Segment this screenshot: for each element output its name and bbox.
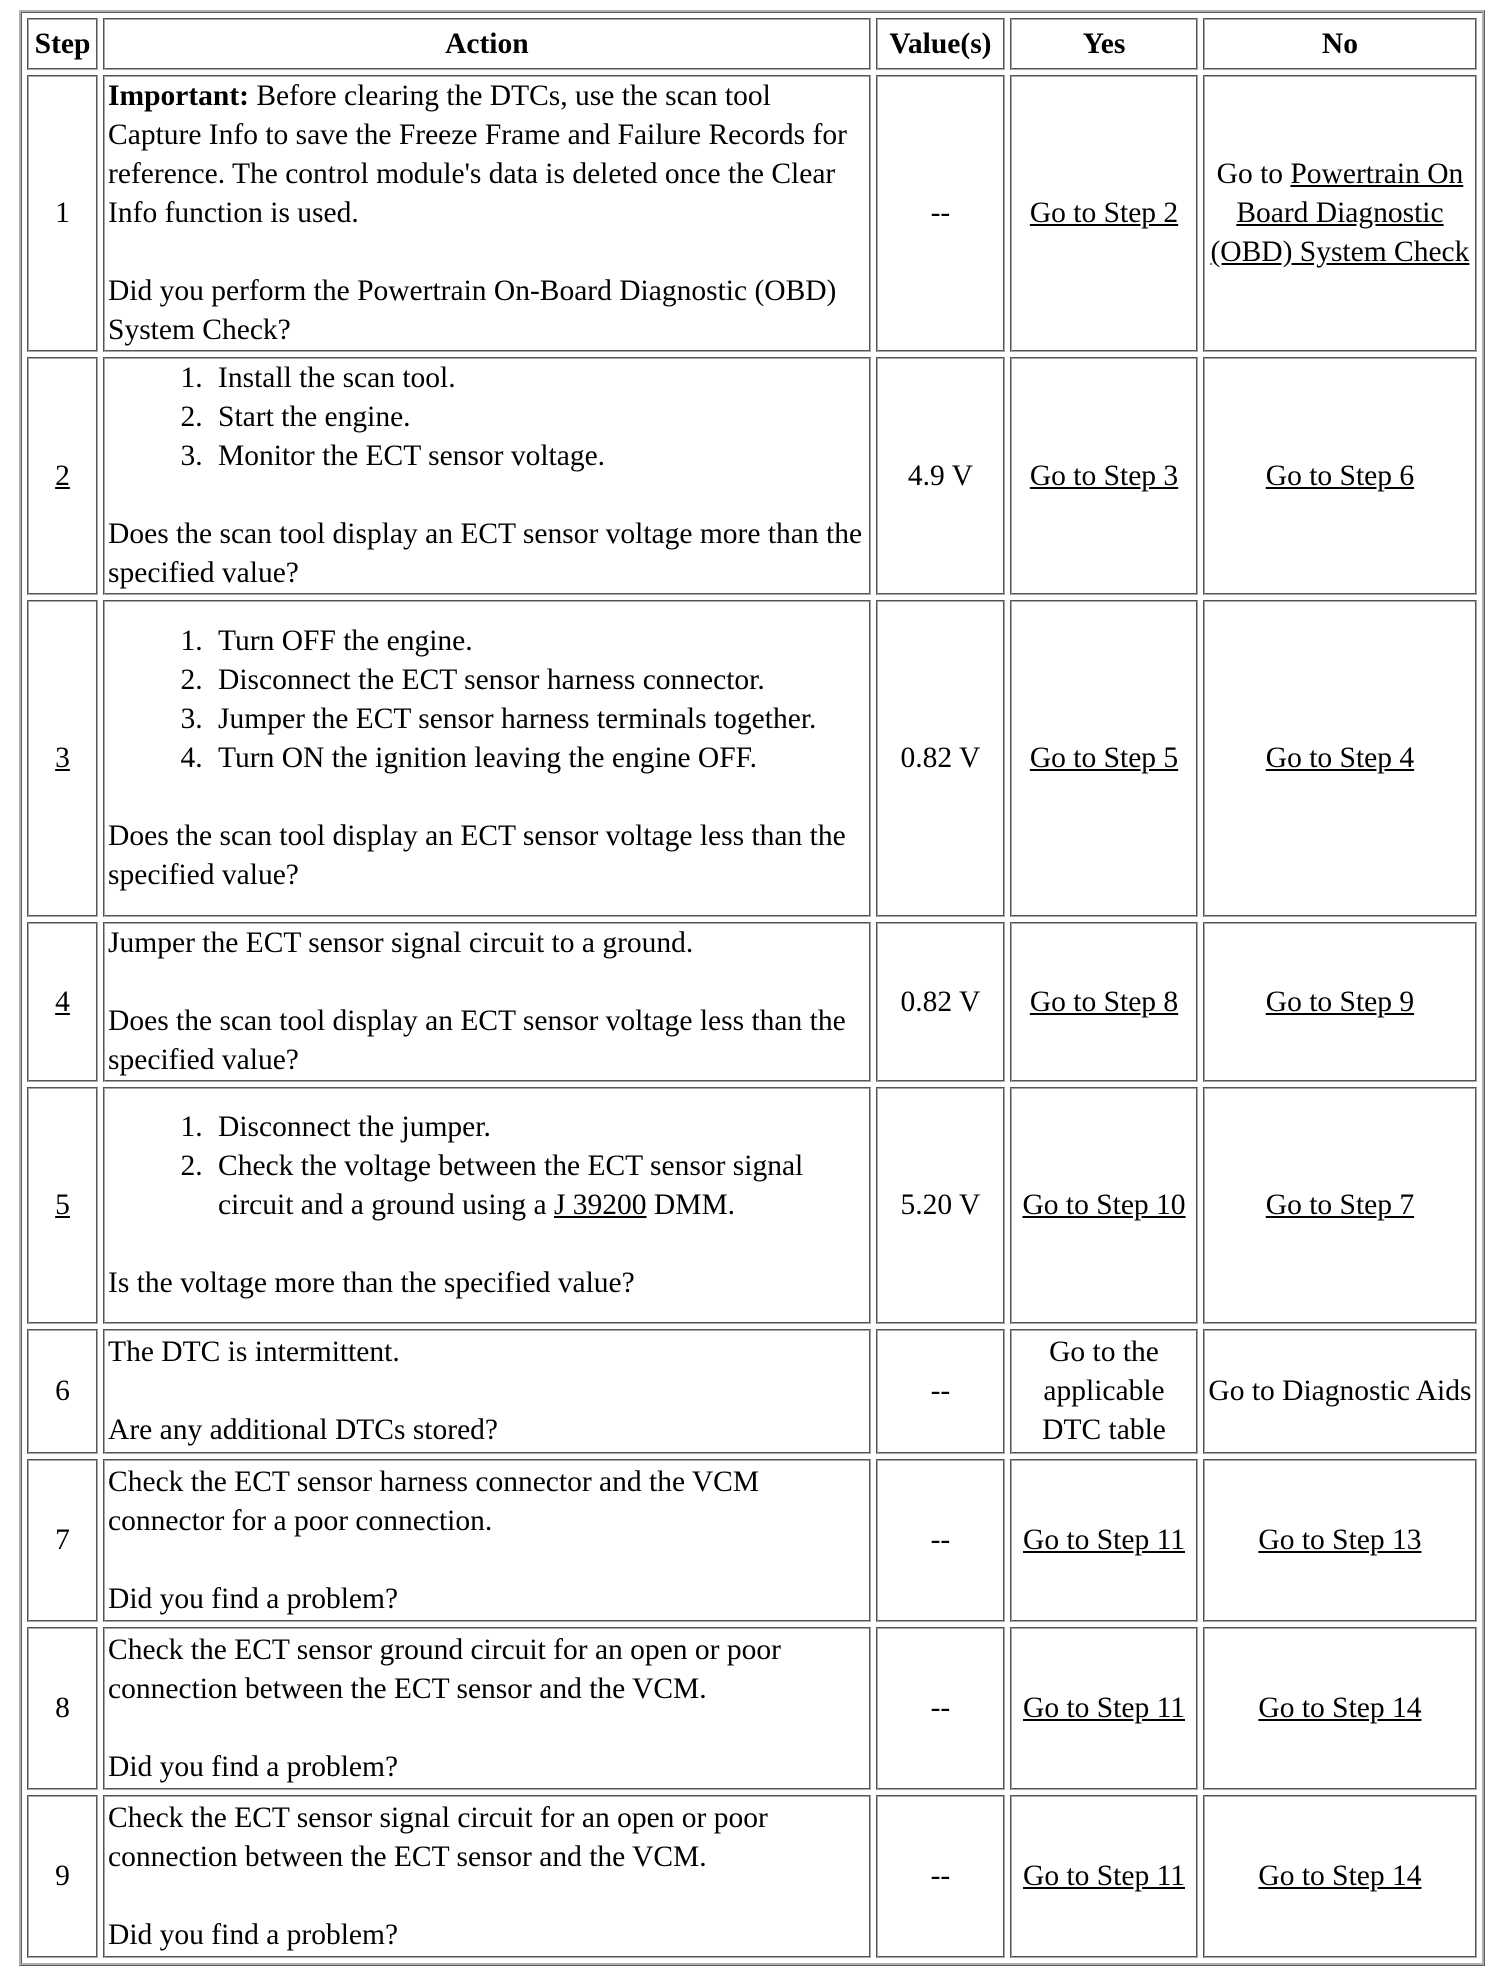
- tool-link[interactable]: J 39200: [553, 1189, 647, 1221]
- step-number: 1: [27, 75, 98, 352]
- header-row: [27, 18, 1477, 70]
- no-cell: [1203, 357, 1477, 595]
- question-text: Did you find a problem?: [108, 1750, 399, 1783]
- step-number-cell: [27, 357, 98, 595]
- step-number: 9: [27, 1795, 98, 1958]
- value-cell: --: [876, 1627, 1005, 1790]
- question-text: Did you find a problem?: [108, 1582, 399, 1615]
- step-link[interactable]: 5: [55, 1189, 70, 1221]
- step-link[interactable]: 4: [55, 985, 70, 1018]
- yes-link[interactable]: Go to Step 2: [1029, 197, 1179, 229]
- list-item: [210, 1147, 866, 1225]
- value-cell: --: [876, 1329, 1005, 1454]
- no-link[interactable]: Go to Step 4: [1265, 742, 1415, 774]
- step-number: 6: [27, 1329, 98, 1454]
- action-list: [108, 359, 866, 476]
- action-cell: [103, 1087, 871, 1324]
- important-note: [108, 77, 866, 233]
- yes-cell: [1010, 1795, 1198, 1958]
- header-yes: Yes: [1010, 18, 1198, 70]
- no-link[interactable]: Go to Step 7: [1265, 1189, 1415, 1221]
- action-text: Check the ECT sensor ground circuit for an open or poor connection between the ECT sensor and the VCM.: [108, 1633, 781, 1705]
- table-row: [27, 922, 1477, 1082]
- action-text: Check the ECT sensor harness connector and the VCM connector for a poor connection.: [108, 1465, 760, 1537]
- action-text: Check the ECT sensor signal circuit for an open or poor connection between the ECT sensor and the VCM.: [108, 1801, 768, 1873]
- yes-cell: [1010, 1459, 1198, 1622]
- action-cell: [103, 1329, 871, 1454]
- no-cell: [1203, 600, 1477, 917]
- yes-link[interactable]: Go to Step 10: [1022, 1189, 1186, 1221]
- important-label: Important:: [108, 80, 249, 112]
- no-cell: [1203, 1795, 1477, 1958]
- table-row: [27, 1795, 1477, 1958]
- no-cell: [1203, 922, 1477, 1082]
- no-link[interactable]: Go to Step 14: [1258, 1692, 1422, 1724]
- value-cell: 4.9 V: [876, 357, 1005, 595]
- yes-cell: [1010, 600, 1198, 917]
- question-text: Does the scan tool display an ECT sensor voltage less than the specified value?: [108, 1005, 846, 1076]
- step-number: 7: [27, 1459, 98, 1622]
- value-cell: --: [876, 1795, 1005, 1958]
- action-cell: [103, 357, 871, 595]
- important-text: Before clearing the DTCs, use the scan tool Capture Info to save the Freeze Frame and Failure Records for reference. The control module's data is deleted once the Clear Info function is used.: [108, 80, 847, 229]
- question-text: Does the scan tool display an ECT sensor voltage more than the specified value?: [108, 518, 863, 589]
- no-cell: [1203, 1087, 1477, 1324]
- question-text: Did you find a problem?: [108, 1918, 399, 1951]
- table-row: [27, 1627, 1477, 1790]
- table-row: [27, 1459, 1477, 1622]
- list-item-text: DMM.: [646, 1189, 736, 1221]
- value-cell: 0.82 V: [876, 600, 1005, 917]
- step-link[interactable]: 3: [55, 742, 70, 774]
- action-cell: [103, 922, 871, 1082]
- yes-cell: [1010, 357, 1198, 595]
- action-text: Jumper the ECT sensor signal circuit to a ground.: [108, 927, 694, 959]
- step-link[interactable]: 2: [55, 459, 70, 492]
- no-cell: [1203, 75, 1477, 352]
- table-row: [27, 600, 1477, 917]
- no-link[interactable]: Go to Step 6: [1265, 459, 1415, 492]
- list-item-text: Check the voltage between the ECT sensor signal circuit and a ground using a: [218, 1150, 804, 1221]
- question-text: Does the scan tool display an ECT sensor voltage less than the specified value?: [108, 820, 846, 891]
- list-item: 3. Monitor the ECT sensor voltage.: [210, 437, 866, 476]
- question-text: Are any additional DTCs stored?: [108, 1414, 498, 1446]
- action-cell: [103, 1795, 871, 1958]
- list-item: 2. Start the engine.: [210, 398, 866, 437]
- step-number-cell: [27, 600, 98, 917]
- step-number-cell: [27, 1087, 98, 1324]
- yes-cell: [1010, 75, 1198, 352]
- yes-link[interactable]: Go to Step 11: [1023, 1524, 1185, 1556]
- list-item: 2. Disconnect the ECT sensor harness connector.: [210, 661, 866, 700]
- yes-cell: [1010, 1087, 1198, 1324]
- table-row: [27, 1087, 1477, 1324]
- step-number-cell: [27, 922, 98, 1082]
- header-step: Step: [27, 18, 98, 70]
- yes-cell: Go to the applicable DTC table: [1010, 1329, 1198, 1454]
- yes-link[interactable]: Go to Step 5: [1029, 742, 1179, 774]
- header-action: Action: [103, 18, 871, 70]
- no-link[interactable]: Go to Step 13: [1258, 1524, 1422, 1556]
- action-text: The DTC is intermittent.: [108, 1336, 400, 1368]
- table-row: [27, 75, 1477, 352]
- yes-link[interactable]: Go to Step 11: [1023, 1860, 1185, 1892]
- yes-cell: [1010, 1627, 1198, 1790]
- value-cell: 0.82 V: [876, 922, 1005, 1082]
- yes-link[interactable]: Go to Step 3: [1029, 459, 1179, 492]
- no-prefix: Go to: [1216, 158, 1291, 190]
- yes-link[interactable]: Go to Step 11: [1023, 1692, 1185, 1724]
- no-link[interactable]: Go to Step 9: [1265, 985, 1415, 1018]
- header-no: No: [1203, 18, 1477, 70]
- no-cell: Go to Diagnostic Aids: [1203, 1329, 1477, 1454]
- list-item: 1. Disconnect the jumper.: [210, 1108, 866, 1147]
- action-cell: [103, 1627, 871, 1790]
- yes-link[interactable]: Go to Step 8: [1029, 985, 1179, 1018]
- action-list: [108, 1108, 866, 1225]
- list-item: 1. Turn OFF the engine.: [210, 622, 866, 661]
- action-list: [108, 622, 866, 778]
- list-item: 4. Turn ON the ignition leaving the engine OFF.: [210, 739, 866, 778]
- action-cell: [103, 1459, 871, 1622]
- action-cell: [103, 600, 871, 917]
- value-cell: --: [876, 75, 1005, 352]
- list-item: 3. Jumper the ECT sensor harness terminals together.: [210, 700, 866, 739]
- table-row: [27, 357, 1477, 595]
- header-values: Value(s): [876, 18, 1005, 70]
- no-link[interactable]: Go to Step 14: [1258, 1860, 1422, 1892]
- no-cell: [1203, 1627, 1477, 1790]
- action-cell: [103, 75, 871, 352]
- no-cell: [1203, 1459, 1477, 1622]
- step-number: 8: [27, 1627, 98, 1790]
- list-item: 1. Install the scan tool.: [210, 359, 866, 398]
- question-text: Is the voltage more than the specified value?: [108, 1267, 635, 1299]
- table-row: [27, 1329, 1477, 1454]
- diagnostic-table: [19, 10, 1485, 1966]
- no-link[interactable]: Powertrain On Board Diagnostic (OBD) System Check: [1210, 158, 1470, 268]
- question-text: Did you perform the Powertrain On-Board Diagnostic (OBD) System Check?: [108, 275, 837, 346]
- value-cell: --: [876, 1459, 1005, 1622]
- value-cell: 5.20 V: [876, 1087, 1005, 1324]
- yes-cell: [1010, 922, 1198, 1082]
